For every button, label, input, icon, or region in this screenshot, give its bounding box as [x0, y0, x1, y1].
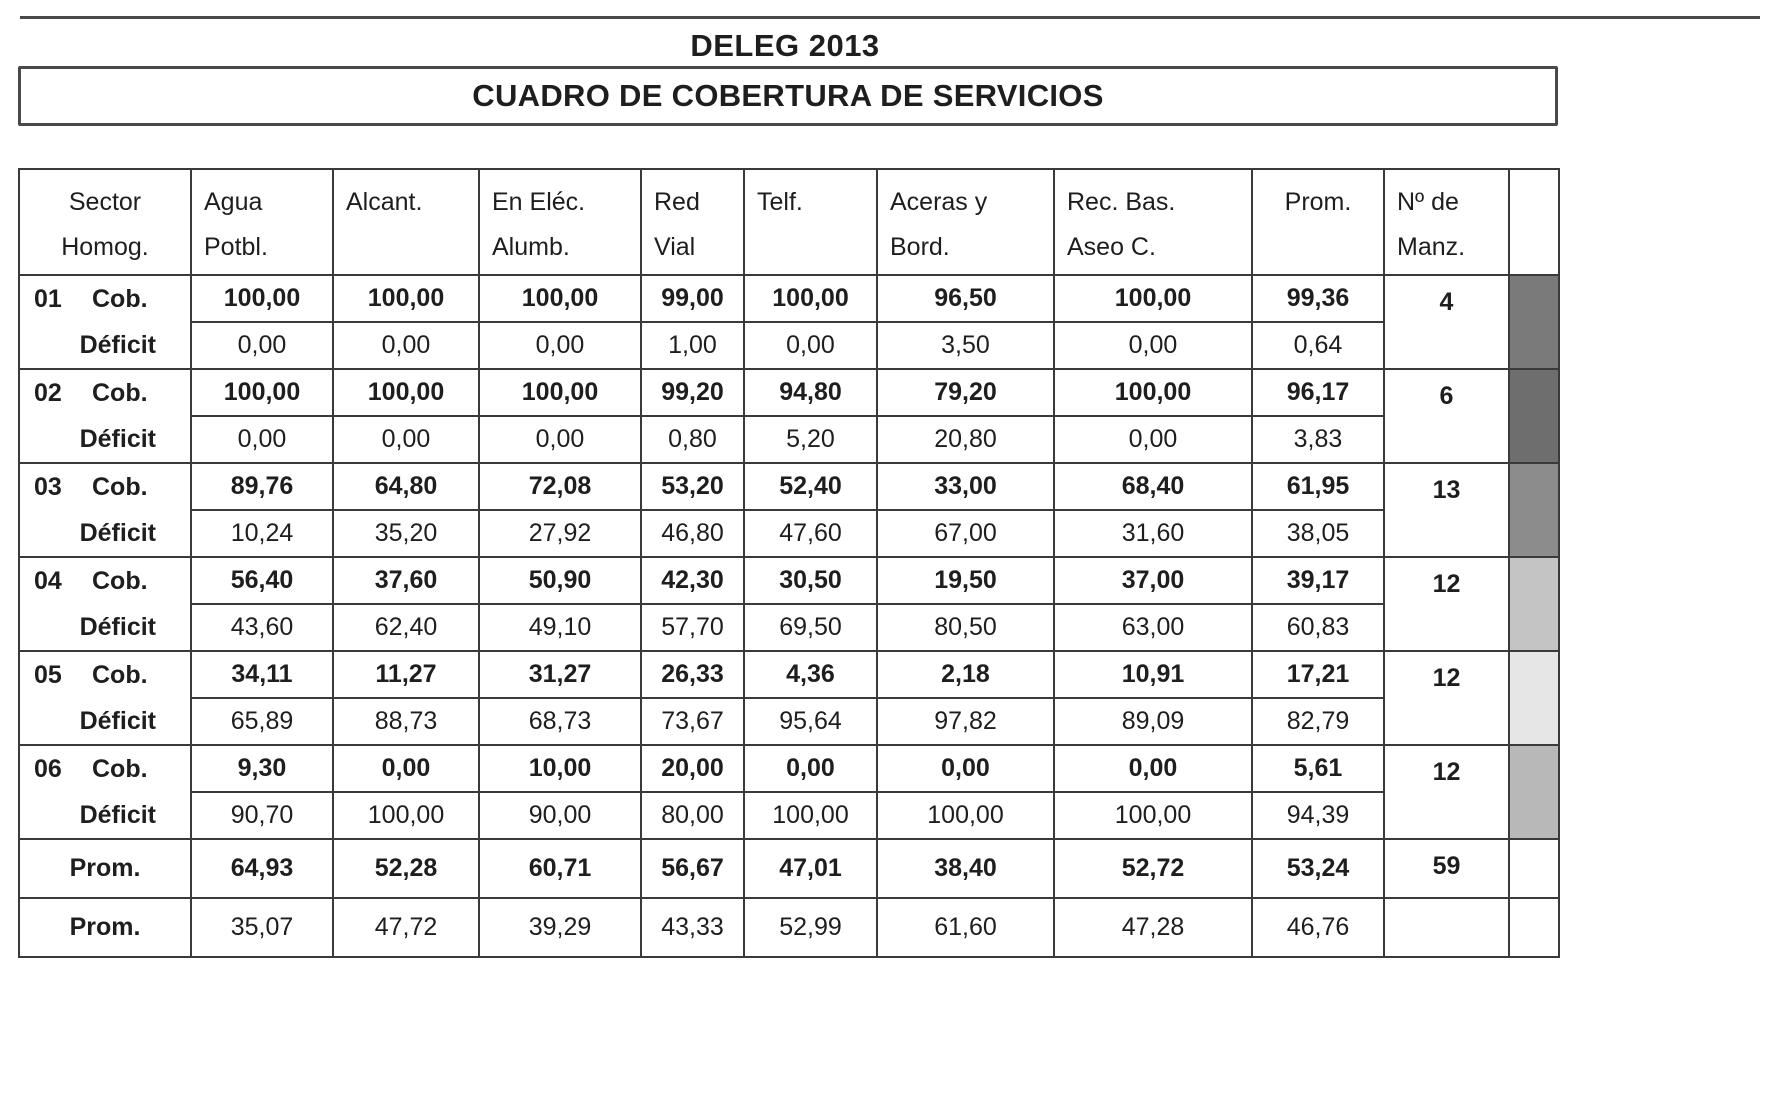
deficit-value: 0,00: [744, 322, 877, 369]
deficit-value: 90,00: [479, 792, 641, 839]
manzanas-count: 4: [1384, 275, 1509, 369]
column-header: [641, 169, 744, 275]
table-row: [19, 275, 1559, 322]
table-row: [19, 416, 1559, 463]
average-value: 64,93: [191, 839, 333, 898]
column-header-line: Red: [654, 188, 700, 216]
table-row: [19, 792, 1559, 839]
coverage-value: 79,20: [877, 369, 1054, 416]
column-header-line: Telf.: [757, 188, 803, 216]
deficit-value: 0,00: [333, 322, 479, 369]
average-value: 47,01: [744, 839, 877, 898]
column-header-line: Potbl.: [204, 233, 268, 261]
coverage-value: 100,00: [744, 275, 877, 322]
top-rule: [20, 16, 1760, 19]
manzanas-count: 12: [1384, 651, 1509, 745]
average-row: [19, 839, 1559, 898]
coverage-value: 52,40: [744, 463, 877, 510]
coverage-value: 100,00: [191, 275, 333, 322]
deficit-value: 3,50: [877, 322, 1054, 369]
coverage-value: 0,00: [1054, 745, 1252, 792]
deficit-value: 69,50: [744, 604, 877, 651]
coverage-value: 17,21: [1252, 651, 1384, 698]
color-swatch: [1509, 745, 1559, 839]
column-header: [1252, 169, 1384, 275]
column-header: [191, 169, 333, 275]
deficit-value: 0,00: [333, 416, 479, 463]
coverage-value: 68,40: [1054, 463, 1252, 510]
cob-label: Cob.: [92, 472, 148, 501]
manzanas-count: 12: [1384, 557, 1509, 651]
deficit-value: 68,73: [479, 698, 641, 745]
column-header-line: Aceras y: [890, 188, 988, 216]
sector-number: 02: [34, 378, 62, 407]
coverage-value: 30,50: [744, 557, 877, 604]
table-row: [19, 745, 1559, 792]
coverage-value: 89,76: [191, 463, 333, 510]
coverage-table: [18, 168, 1560, 958]
manzanas-total: [1384, 898, 1509, 957]
deficit-value: 63,00: [1054, 604, 1252, 651]
deficit-value: 62,40: [333, 604, 479, 651]
coverage-value: 100,00: [191, 369, 333, 416]
column-header-line: Vial: [654, 233, 696, 261]
average-value: 38,40: [877, 839, 1054, 898]
coverage-value: 64,80: [333, 463, 479, 510]
column-header-line: Homog.: [61, 233, 149, 261]
document-subtitle: CUADRO DE COBERTURA DE SERVICIOS: [472, 78, 1104, 113]
coverage-value: 37,60: [333, 557, 479, 604]
coverage-value: 42,30: [641, 557, 744, 604]
average-value: 53,24: [1252, 839, 1384, 898]
deficit-value: 0,64: [1252, 322, 1384, 369]
coverage-value: 37,00: [1054, 557, 1252, 604]
subtitle-box: [18, 66, 1558, 126]
average-value: 52,72: [1054, 839, 1252, 898]
cob-label: Cob.: [92, 284, 148, 313]
deficit-value: 88,73: [333, 698, 479, 745]
deficit-label: Déficit: [19, 510, 191, 557]
manzanas-count: 13: [1384, 463, 1509, 557]
coverage-value: 20,00: [641, 745, 744, 792]
deficit-value: 27,92: [479, 510, 641, 557]
column-header-line: Agua: [204, 188, 263, 216]
deficit-value: 5,20: [744, 416, 877, 463]
deficit-value: 82,79: [1252, 698, 1384, 745]
coverage-value: 31,27: [479, 651, 641, 698]
average-value: 56,67: [641, 839, 744, 898]
coverage-value: 50,90: [479, 557, 641, 604]
deficit-value: 73,67: [641, 698, 744, 745]
color-swatch: [1509, 651, 1559, 745]
color-swatch: [1509, 463, 1559, 557]
table-row: [19, 463, 1559, 510]
column-header: [744, 169, 877, 275]
coverage-value: 100,00: [479, 275, 641, 322]
manzanas-count: 12: [1384, 745, 1509, 839]
table-row: [19, 651, 1559, 698]
coverage-value: 10,91: [1054, 651, 1252, 698]
coverage-value: 11,27: [333, 651, 479, 698]
deficit-value: 0,00: [479, 322, 641, 369]
coverage-value: 34,11: [191, 651, 333, 698]
coverage-value: 10,00: [479, 745, 641, 792]
coverage-value: 96,50: [877, 275, 1054, 322]
deficit-label: Déficit: [19, 792, 191, 839]
empty-swatch-cell: [1509, 898, 1559, 957]
column-header-line: Prom.: [1284, 188, 1352, 216]
column-header: [19, 169, 191, 275]
table-row: [19, 510, 1559, 557]
deficit-value: 100,00: [877, 792, 1054, 839]
column-header: [333, 169, 479, 275]
deficit-value: 0,00: [1054, 322, 1252, 369]
document-title: DELEG 2013: [690, 28, 880, 63]
sector-cob-label: [19, 369, 191, 416]
average-label: Prom.: [19, 898, 191, 957]
average-value: 52,99: [744, 898, 877, 957]
coverage-value: 99,00: [641, 275, 744, 322]
deficit-value: 90,70: [191, 792, 333, 839]
average-row: [19, 898, 1559, 957]
deficit-value: 47,60: [744, 510, 877, 557]
average-value: 46,76: [1252, 898, 1384, 957]
deficit-value: 43,60: [191, 604, 333, 651]
deficit-value: 38,05: [1252, 510, 1384, 557]
sector-number: 04: [34, 566, 62, 595]
coverage-value: 56,40: [191, 557, 333, 604]
coverage-value: 100,00: [333, 275, 479, 322]
column-header-line: [346, 225, 466, 270]
column-header-line: Manz.: [1397, 233, 1466, 261]
cob-label: Cob.: [92, 378, 148, 407]
average-value: 61,60: [877, 898, 1054, 957]
deficit-value: 57,70: [641, 604, 744, 651]
deficit-value: 0,00: [1054, 416, 1252, 463]
deficit-value: 67,00: [877, 510, 1054, 557]
table-row: [19, 369, 1559, 416]
coverage-value: 5,61: [1252, 745, 1384, 792]
sector-number: 01: [34, 284, 62, 313]
deficit-value: 97,82: [877, 698, 1054, 745]
column-header-line: [757, 225, 864, 270]
table-row: [19, 698, 1559, 745]
deficit-value: 10,24: [191, 510, 333, 557]
table-row: [19, 557, 1559, 604]
column-header-line: En Eléc.: [492, 188, 586, 216]
deficit-label: Déficit: [19, 604, 191, 651]
coverage-value: 39,17: [1252, 557, 1384, 604]
average-value: 39,29: [479, 898, 641, 957]
deficit-value: 49,10: [479, 604, 641, 651]
sector-cob-label: [19, 651, 191, 698]
coverage-value: 4,36: [744, 651, 877, 698]
cob-label: Cob.: [92, 660, 148, 689]
coverage-value: 0,00: [877, 745, 1054, 792]
coverage-value: 26,33: [641, 651, 744, 698]
coverage-value: 72,08: [479, 463, 641, 510]
deficit-label: Déficit: [19, 322, 191, 369]
deficit-label: Déficit: [19, 416, 191, 463]
deficit-value: 0,00: [479, 416, 641, 463]
column-header: [1054, 169, 1252, 275]
coverage-value: 53,20: [641, 463, 744, 510]
deficit-label: Déficit: [19, 698, 191, 745]
table-row: [19, 322, 1559, 369]
deficit-value: 80,50: [877, 604, 1054, 651]
coverage-value: 94,80: [744, 369, 877, 416]
cob-label: Cob.: [92, 566, 148, 595]
average-value: 52,28: [333, 839, 479, 898]
coverage-value: 99,20: [641, 369, 744, 416]
coverage-value: 100,00: [479, 369, 641, 416]
sector-cob-label: [19, 275, 191, 322]
deficit-value: 100,00: [744, 792, 877, 839]
column-header-line: Sector: [68, 188, 142, 216]
column-header-line: [1265, 225, 1371, 270]
deficit-value: 100,00: [333, 792, 479, 839]
column-header-line: Rec. Bas.: [1067, 188, 1176, 216]
deficit-value: 0,00: [191, 416, 333, 463]
sector-number: 05: [34, 660, 62, 689]
color-swatch: [1509, 557, 1559, 651]
coverage-value: 33,00: [877, 463, 1054, 510]
deficit-value: 60,83: [1252, 604, 1384, 651]
deficit-value: 31,60: [1054, 510, 1252, 557]
coverage-value: 61,95: [1252, 463, 1384, 510]
header-swatch-cell: [1509, 169, 1559, 275]
deficit-value: 20,80: [877, 416, 1054, 463]
coverage-value: 9,30: [191, 745, 333, 792]
coverage-value: 2,18: [877, 651, 1054, 698]
cob-label: Cob.: [92, 754, 148, 783]
average-label: Prom.: [19, 839, 191, 898]
manzanas-count: 6: [1384, 369, 1509, 463]
deficit-value: 1,00: [641, 322, 744, 369]
deficit-value: 95,64: [744, 698, 877, 745]
deficit-value: 94,39: [1252, 792, 1384, 839]
average-value: 35,07: [191, 898, 333, 957]
deficit-value: 0,00: [191, 322, 333, 369]
average-value: 47,28: [1054, 898, 1252, 957]
column-header-line: Nº de: [1397, 188, 1459, 216]
sector-cob-label: [19, 745, 191, 792]
coverage-value: 0,00: [333, 745, 479, 792]
deficit-value: 65,89: [191, 698, 333, 745]
coverage-value: 99,36: [1252, 275, 1384, 322]
empty-swatch-cell: [1509, 839, 1559, 898]
deficit-value: 46,80: [641, 510, 744, 557]
average-value: 60,71: [479, 839, 641, 898]
deficit-value: 89,09: [1054, 698, 1252, 745]
manzanas-total: 59: [1384, 839, 1509, 898]
column-header: [1384, 169, 1509, 275]
deficit-value: 0,80: [641, 416, 744, 463]
average-value: 47,72: [333, 898, 479, 957]
deficit-value: 35,20: [333, 510, 479, 557]
column-header-line: Bord.: [890, 233, 950, 261]
deficit-value: 3,83: [1252, 416, 1384, 463]
column-header-line: Aseo C.: [1067, 233, 1156, 261]
column-header: [877, 169, 1054, 275]
coverage-value: 100,00: [333, 369, 479, 416]
coverage-value: 19,50: [877, 557, 1054, 604]
coverage-value: 100,00: [1054, 275, 1252, 322]
sector-number: 06: [34, 754, 62, 783]
sector-cob-label: [19, 463, 191, 510]
sector-number: 03: [34, 472, 62, 501]
coverage-value: 100,00: [1054, 369, 1252, 416]
color-swatch: [1509, 275, 1559, 369]
deficit-value: 100,00: [1054, 792, 1252, 839]
coverage-value: 0,00: [744, 745, 877, 792]
header-row: [19, 169, 1559, 275]
sector-cob-label: [19, 557, 191, 604]
average-value: 43,33: [641, 898, 744, 957]
table-row: [19, 604, 1559, 651]
deficit-value: 80,00: [641, 792, 744, 839]
column-header: [479, 169, 641, 275]
column-header-line: Alumb.: [492, 233, 570, 261]
coverage-value: 96,17: [1252, 369, 1384, 416]
color-swatch: [1509, 369, 1559, 463]
column-header-line: Alcant.: [346, 188, 423, 216]
